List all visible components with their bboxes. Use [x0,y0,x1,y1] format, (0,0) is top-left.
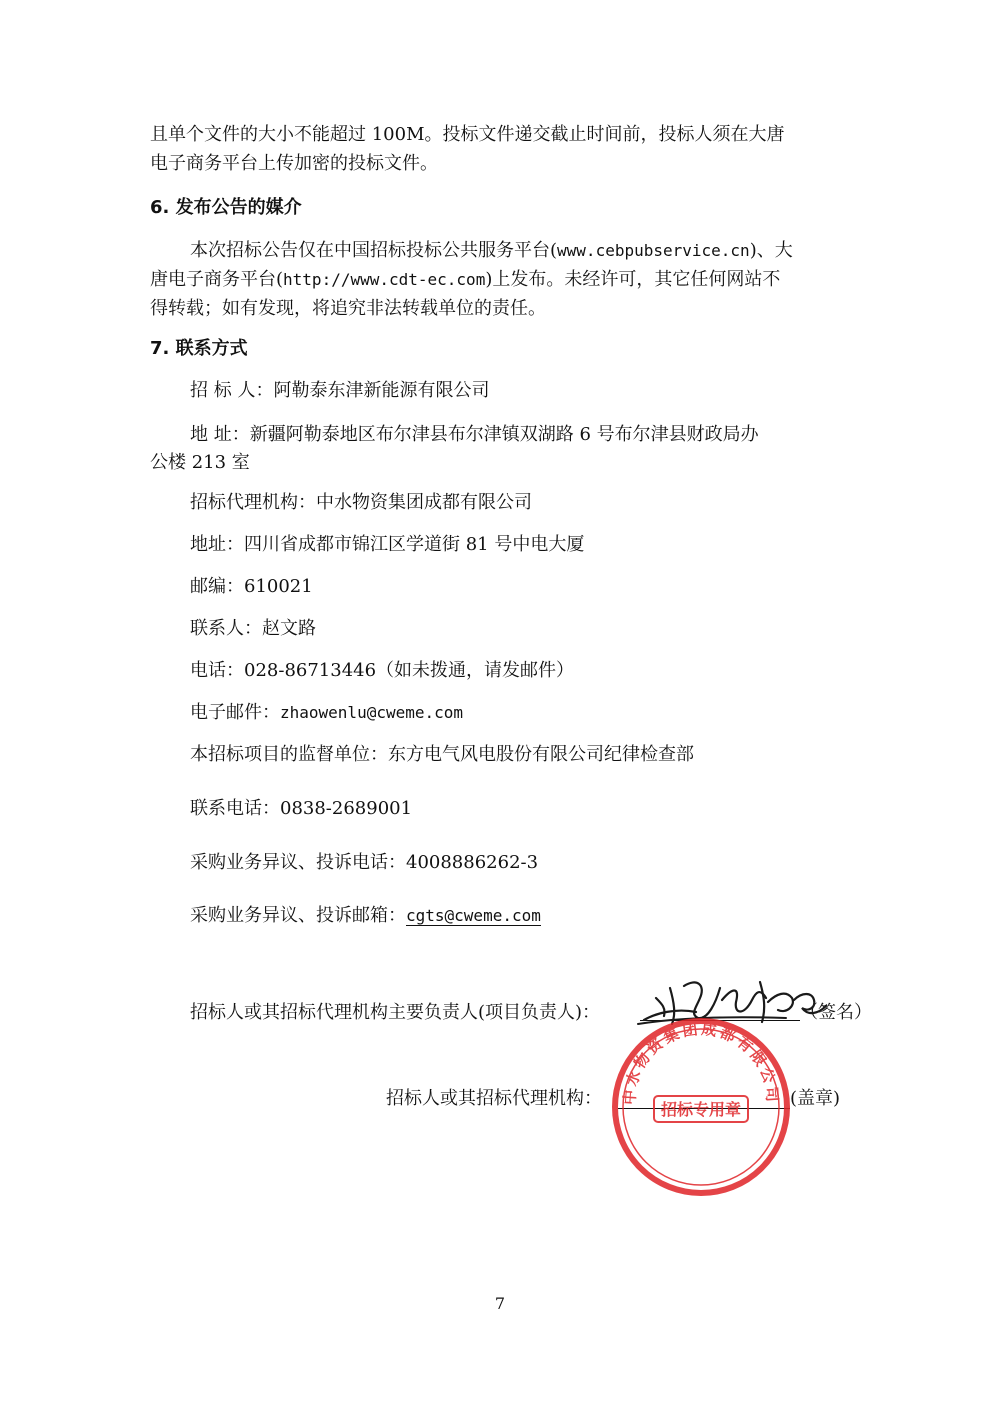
text-segment: )、大 [749,240,793,261]
tenderer-address-line: 地 址：新疆阿勒泰地区布尔津县布尔津镇双湖路 6 号布尔津县财政局办 [190,424,759,445]
paragraph-line: 电子商务平台上传加密的投标文件。 [150,153,438,174]
agency-line: 招标代理机构：中水物资集团成都有限公司 [190,492,532,513]
complaint-email-label: 采购业务异议、投诉邮箱： [190,905,406,926]
agency-address-line: 地址：四川省成都市锦江区学道街 81 号中电大厦 [190,534,585,555]
postcode-line: 邮编：610021 [190,576,313,597]
phone-line: 电话：028-86713446（如未拨通，请发邮件） [190,660,575,681]
cdt-ec-link[interactable]: http://www.cdt-ec.com [283,270,486,289]
seal-suffix: (盖章) [790,1088,841,1109]
email-line [190,700,463,726]
section-heading-6: 6. 发布公告的媒介 [150,197,302,218]
tenderer-address-cont: 公楼 213 室 [150,452,250,473]
complaint-phone-line: 采购业务异议、投诉电话：4008886262-3 [190,852,539,873]
text-segment: )上发布。未经许可，其它任何网站不 [485,269,781,290]
page-number: 7 [494,1294,506,1313]
signature-suffix: （签名） [800,1002,872,1023]
contact-person-line: 联系人：赵文路 [190,618,316,639]
official-seal [606,1012,796,1202]
section-heading-7: 7. 联系方式 [150,338,248,359]
seal-label: 招标人或其招标代理机构： [386,1088,602,1109]
supervisor-phone-line: 联系电话：0838-2689001 [190,798,413,819]
seal-ring-text: 中水物资集团成都有限公司 [620,1019,782,1106]
text-segment: 本次招标公告仅在中国招标投标公共服务平台( [190,240,558,261]
svg-text:中水物资集团成都有限公司 [621,1020,782,1106]
paragraph-line: 得转载；如有发现，将追究非法转载单位的责任。 [150,298,546,319]
paragraph-line: 且单个文件的大小不能超过 100M。投标文件递交截止时间前，投标人须在大唐 [150,124,785,145]
email-label: 电子邮件： [190,702,280,723]
tenderer-line: 招 标 人：阿勒泰东津新能源有限公司 [190,380,490,401]
paragraph-line [150,267,780,293]
email-link[interactable]: zhaowenlu@cweme.com [280,703,464,722]
complaint-email-link[interactable]: cgts@cweme.com [406,906,541,925]
paragraph-line [190,238,793,264]
text-segment: 唐电子商务平台( [150,269,284,290]
cebpubservice-link[interactable]: www.cebpubservice.cn [557,241,750,260]
seal-center-text: 招标专用章 [660,1100,742,1119]
signature-label: 招标人或其招标代理机构主要负责人(项目负责人)： [190,1002,601,1023]
supervisor-line: 本招标项目的监督单位：东方电气风电股份有限公司纪律检查部 [190,744,694,765]
complaint-email-line [190,903,541,929]
